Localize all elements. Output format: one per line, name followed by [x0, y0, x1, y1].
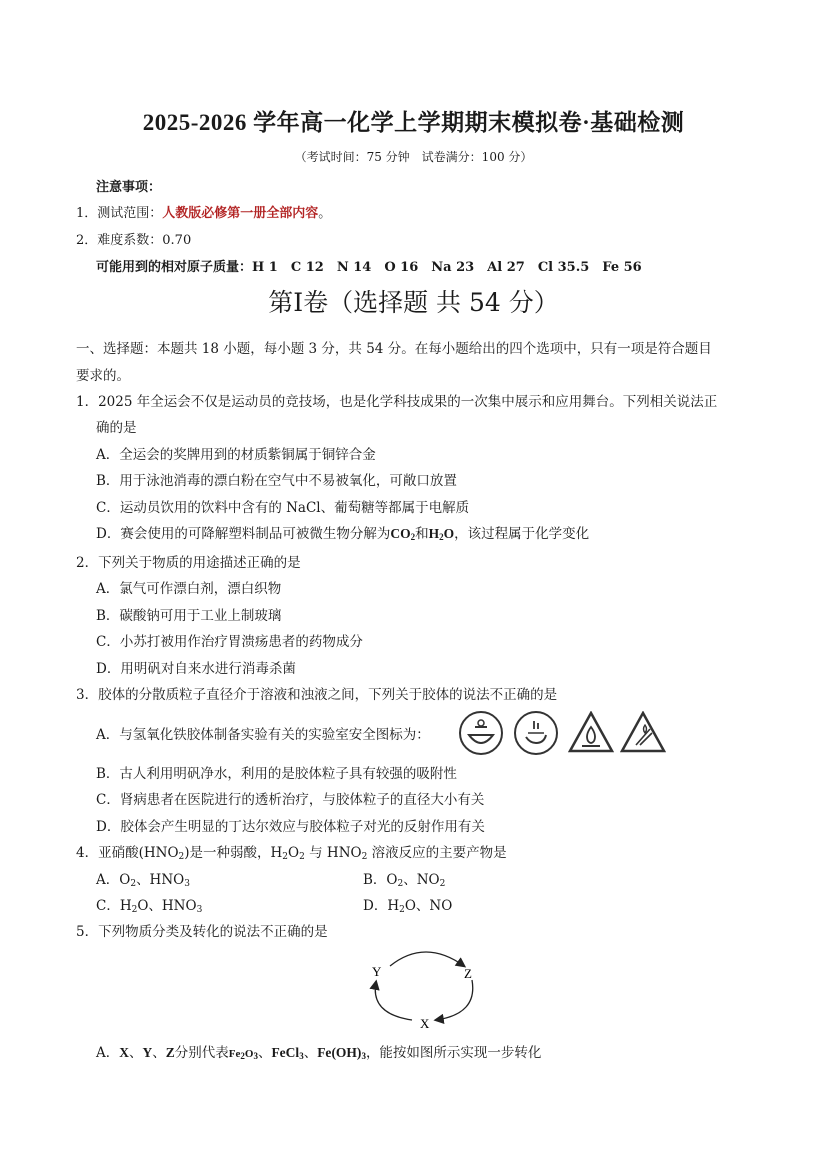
q4-stem: 4．亚硝酸$(HNO_2)$是一种弱酸，$H_2O_2$ 与 $HNO_2$ 溶液反应的主要产物是: [76, 845, 507, 862]
q1-option-a: A．全运会的奖牌用到的材质紫铜属于铜锌合金: [96, 447, 376, 463]
q3-option-c: C．肾病患者在医院进行的透析治疗，与胶体粒子的直径大小有关: [96, 792, 485, 808]
intro-line-1: 一、选择题：本题共 18 小题，每小题 3 分，共 54 分。在每小题给出的四个选项中，只有一项是符合题目: [76, 341, 712, 357]
hot-surface-icon: [620, 711, 666, 753]
q4-option-d: D．$H_2O$、NO: [363, 898, 453, 915]
node-x: X: [420, 1016, 430, 1031]
q1-stem-2: 确的是: [96, 420, 137, 436]
q5-stem: 5．下列物质分类及转化的说法不正确的是: [76, 924, 328, 940]
q1-option-d: D．赛会使用的可降解塑料制品可被微生物分解为$CO_2$和$H_2O$，该过程属于化学变化: [96, 526, 590, 542]
q4-option-c: C．$H_2O$、$HNO_3$: [96, 898, 203, 915]
q5-option-a: A．X、Y、Z分别代表$Fe_2O_3$、FeCl$_3$、$Fe(OH)_3$，能按如图所示实现一步转化: [96, 1045, 542, 1061]
no-eating-icon: [459, 711, 503, 755]
q2-option-b: B．碳酸钠可用于工业上制玻璃: [96, 608, 282, 624]
q3-option-b: B．古人利用明矾净水，利用的是胶体粒子具有较强的吸附性: [96, 766, 457, 782]
q2-stem: 2．下列关于物质的用途描述正确的是: [76, 555, 301, 571]
q2-option-d: D．用明矾对自来水进行消毒杀菌: [96, 661, 296, 677]
q1-option-c: C．运动员饮用的饮料中含有的 NaCl、葡萄糖等都属于电解质: [96, 500, 470, 516]
node-y: Y: [372, 964, 382, 979]
q3-stem: 3．胶体的分散质粒子直径介于溶液和浊液之间，下列关于胶体的说法不正确的是: [76, 687, 558, 703]
page-title: 2025-2026 学年高一化学上学期期末模拟卷·基础检测: [142, 110, 685, 135]
q2-option-a: A．氯气可作漂白剂，漂白织物: [96, 581, 282, 597]
heating-hazard-icon: [568, 711, 614, 753]
exam-info: （考试时间：75 分钟 试卷满分：100 分）: [294, 150, 533, 164]
intro-line-2: 要求的。: [76, 368, 130, 384]
q1-stem-1: 1．2025 年全运会不仅是运动员的竞技场，也是化学科技成果的一次集中展示和应用舞台。下列相关说法正: [76, 394, 718, 410]
q2-option-c: C．小苏打被用作治疗胃溃疡患者的药物成分: [96, 634, 363, 650]
q3-option-d: D．胶体会产生明显的丁达尔效应与胶体粒子对光的反射作用有关: [96, 819, 485, 835]
conversion-cycle-diagram: [360, 944, 490, 1034]
node-z: Z: [464, 966, 472, 981]
section-title: 第I卷（选择题 共 54 分）: [268, 288, 559, 317]
atomic-mass-line: 可能用到的相对原子质量：H 1 C 12 N 14 O 16 Na 23 Al 27 Cl 35.5 Fe 56: [96, 260, 642, 275]
q4-option-a: A．$O_2$、$HNO_3$: [96, 872, 190, 889]
q3-option-a: A．与氢氧化铁胶体制备实验有关的实验室安全图标为：: [96, 727, 430, 743]
q1-option-b: B．用于泳池消毒的漂白粉在空气中不易被氧化，可敞口放置: [96, 473, 457, 489]
q4-option-b: B．$O_2$、$NO_2$: [363, 872, 446, 889]
notice-item-2: 2．难度系数：0.70: [76, 233, 192, 248]
notice-item-1: 1．测试范围：人教版必修第一册全部内容。: [76, 206, 332, 221]
wash-hands-icon: [514, 711, 558, 755]
notice-heading: 注意事项：: [96, 180, 162, 195]
